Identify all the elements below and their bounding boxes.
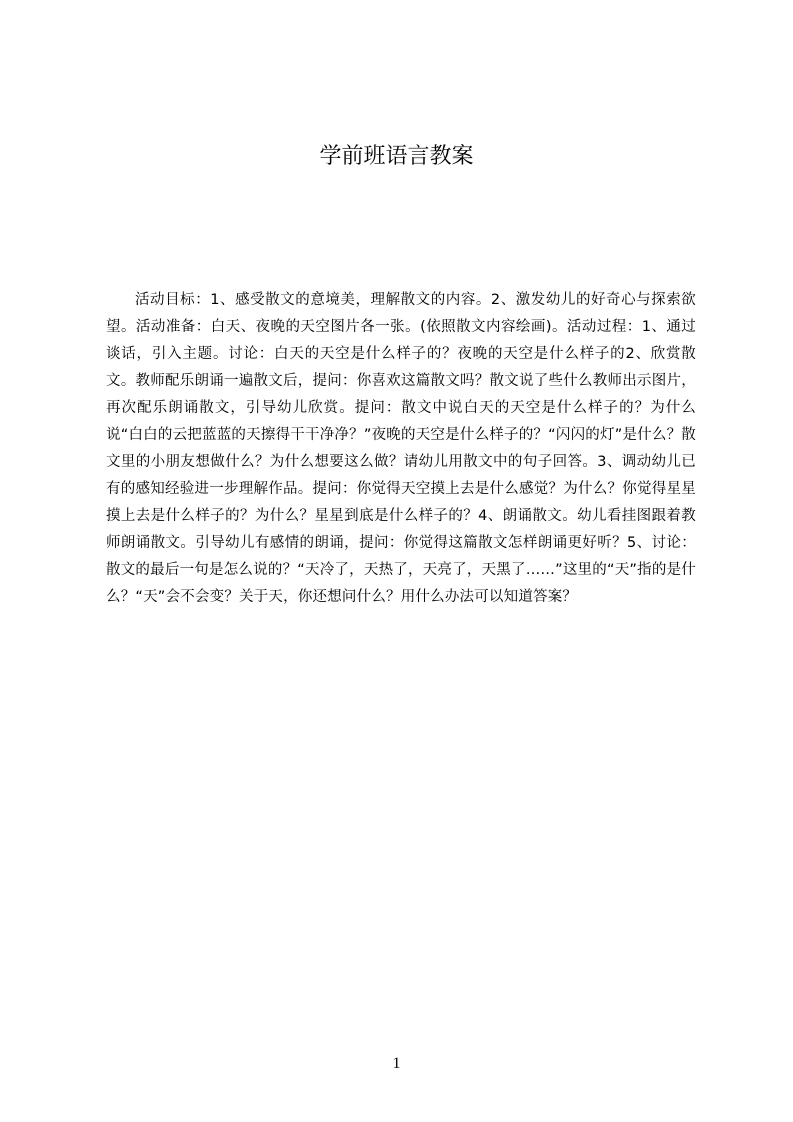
- page-number: 1: [392, 1055, 401, 1072]
- body-paragraph: 活动目标：1、感受散文的意境美，理解散文的内容。2、激发幼儿的好奇心与探索欲望。活动准备：白天、夜晚的天空图片各一张。(依照散文内容绘画)。活动过程：1、通过谈话，引入主题。讨论：白天的天空是什么样子的？夜晚的天空是什么样子的2、欣赏散文。教师配乐朗诵一遍散文后，提问：你喜欢这篇散文吗？散文说了些什么教师出示图片，再次配乐朗诵散文，引导幼儿欣赏。提问：散文中说白天的天空是什么样子的？为什么说“白白的云把蓝蓝的天擦得干干净净？”夜晚的天空是什么样子的？“闪闪的灯”是什么？散文里的小朋友想做什么？为什么想要这么做？请幼儿用散文中的句子回答。3、调动幼儿已有的感知经验进一步理解作品。提问：你觉得天空摸上去是什么感觉？为什么？你觉得星星摸上去是什么样子的？为什么？星星到底是什么样子的？4、朗诵散文。幼儿看挂图跟着教师朗诵散文。引导幼儿有感情的朗诵，提问：你觉得这篇散文怎样朗诵更好听？5、讨论：散文的最后一句是怎么说的？“天冷了，天热了，天亮了，天黑了……”这里的“天”指的是什么？“天”会不会变？关于天，你还想问什么？用什么办法可以知道答案？: [106, 292, 696, 605]
- page-title: 学前班语言教案: [319, 144, 474, 169]
